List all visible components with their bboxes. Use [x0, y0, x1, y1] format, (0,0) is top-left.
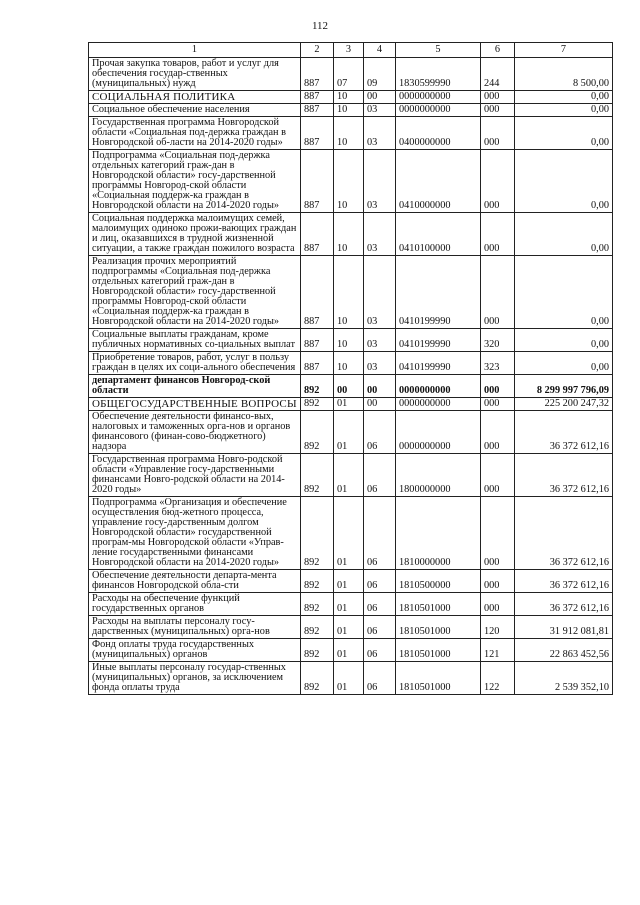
row-subsection-cell: 06 — [364, 570, 396, 593]
table-row — [89, 398, 613, 411]
column-header: 4 — [364, 43, 396, 58]
row-section-cell: 01 — [334, 454, 364, 497]
row-expense-type-cell: 000 — [481, 593, 515, 616]
row-section-cell: 01 — [334, 593, 364, 616]
row-expense-type-cell: 320 — [481, 329, 515, 352]
row-section-cell: 01 — [334, 398, 364, 411]
row-admin-code-cell: 892 — [301, 593, 334, 616]
row-amount-cell: 36 372 612,16 — [515, 570, 613, 593]
column-header: 3 — [334, 43, 364, 58]
row-amount-cell: 225 200 247,32 — [515, 398, 613, 411]
row-amount-cell: 8 299 997 796,09 — [515, 375, 613, 398]
row-expense-type-cell: 000 — [481, 213, 515, 256]
row-admin-code-cell: 887 — [301, 117, 334, 150]
row-name-cell: Реализация прочих мероприятий подпрограммы «Социальная под-держка отдельных категорий граж-дан в Новгородской области» госу-дарственной программы Новгород-ской области «Социальная поддерж-ка граждан в Новгородской области на 2014-2020 годы» — [89, 256, 301, 329]
row-section-cell: 01 — [334, 411, 364, 454]
row-admin-code-cell: 887 — [301, 352, 334, 375]
column-header: 6 — [481, 43, 515, 58]
row-subsection-cell: 03 — [364, 256, 396, 329]
row-admin-code-cell: 892 — [301, 662, 334, 695]
row-subsection-cell: 03 — [364, 104, 396, 117]
row-name-cell: Иные выплаты персоналу государ-ственных (муниципальных) органов, за исключением фонда оплаты труда — [89, 662, 301, 695]
table-row — [89, 91, 613, 104]
row-name-cell: Социальные выплаты гражданам, кроме публичных нормативных со-циальных выплат — [89, 329, 301, 352]
row-name-cell: СОЦИАЛЬНАЯ ПОЛИТИКА — [89, 91, 301, 104]
row-admin-code-cell: 887 — [301, 91, 334, 104]
row-amount-cell: 0,00 — [515, 213, 613, 256]
row-section-cell: 10 — [334, 329, 364, 352]
row-subsection-cell: 06 — [364, 639, 396, 662]
row-target-article-cell: 0000000000 — [396, 91, 481, 104]
table-row — [89, 593, 613, 616]
row-section-cell: 01 — [334, 662, 364, 695]
row-name-cell: Обеспечение деятельности финансо-вых, налоговых и таможенных орга-нов и органов финансового (финан-сово-бюджетного) надзора — [89, 411, 301, 454]
row-name-cell: Социальная поддержка малоимущих семей, малоимущих одиноко прожи-вающих граждан и лиц, оказавшихся в трудной жизненной ситуации, а также граждан пожилого возраста — [89, 213, 301, 256]
row-admin-code-cell: 887 — [301, 213, 334, 256]
row-target-article-cell: 0000000000 — [396, 375, 481, 398]
row-admin-code-cell: 892 — [301, 570, 334, 593]
row-section-cell: 01 — [334, 639, 364, 662]
row-name-cell: Государственная программа Новгородской области «Социальная под-держка граждан в Новгородской об-ласти на 2014-2020 годы» — [89, 117, 301, 150]
row-target-article-cell: 1810501000 — [396, 639, 481, 662]
row-subsection-cell: 03 — [364, 150, 396, 213]
table-row — [89, 256, 613, 329]
row-target-article-cell: 1810501000 — [396, 616, 481, 639]
row-name-cell: Социальное обеспечение населения — [89, 104, 301, 117]
row-amount-cell: 36 372 612,16 — [515, 411, 613, 454]
row-section-cell: 01 — [334, 570, 364, 593]
row-amount-cell: 36 372 612,16 — [515, 593, 613, 616]
table-header-row — [89, 43, 613, 58]
row-target-article-cell: 1810501000 — [396, 662, 481, 695]
row-name-cell: Государственная программа Новго-родской области «Управление госу-дарственными финансами Новго-родской области на 2014-2020 годы» — [89, 454, 301, 497]
row-target-article-cell: 0410199990 — [396, 256, 481, 329]
row-amount-cell: 0,00 — [515, 329, 613, 352]
row-subsection-cell: 03 — [364, 352, 396, 375]
row-expense-type-cell: 000 — [481, 375, 515, 398]
row-target-article-cell: 0410100000 — [396, 213, 481, 256]
row-subsection-cell: 00 — [364, 91, 396, 104]
row-admin-code-cell: 892 — [301, 639, 334, 662]
row-expense-type-cell: 122 — [481, 662, 515, 695]
row-target-article-cell: 0410199990 — [396, 352, 481, 375]
row-expense-type-cell: 000 — [481, 91, 515, 104]
row-subsection-cell: 06 — [364, 411, 396, 454]
row-admin-code-cell: 887 — [301, 104, 334, 117]
row-name-cell: Прочая закупка товаров, работ и услуг для обеспечения государ-ственных (муниципальных) нужд — [89, 58, 301, 91]
row-amount-cell: 22 863 452,56 — [515, 639, 613, 662]
row-admin-code-cell: 887 — [301, 329, 334, 352]
table-row — [89, 104, 613, 117]
table-row — [89, 213, 613, 256]
row-admin-code-cell: 892 — [301, 497, 334, 570]
row-amount-cell: 2 539 352,10 — [515, 662, 613, 695]
row-section-cell: 07 — [334, 58, 364, 91]
row-expense-type-cell: 000 — [481, 398, 515, 411]
table-row — [89, 58, 613, 91]
row-subsection-cell: 06 — [364, 593, 396, 616]
row-expense-type-cell: 000 — [481, 117, 515, 150]
row-name-cell: Подпрограмма «Социальная под-держка отдельных категорий граж-дан в Новгородской области» госу-дарственной программы Новгород-ской области «Социальная поддерж-ка граждан в Новгородской области на 2014-2020 годы» — [89, 150, 301, 213]
row-amount-cell: 0,00 — [515, 117, 613, 150]
row-section-cell: 10 — [334, 256, 364, 329]
row-subsection-cell: 06 — [364, 616, 396, 639]
row-subsection-cell: 06 — [364, 662, 396, 695]
row-expense-type-cell: 000 — [481, 104, 515, 117]
row-admin-code-cell: 887 — [301, 150, 334, 213]
row-target-article-cell: 1830599990 — [396, 58, 481, 91]
table-row — [89, 117, 613, 150]
column-header: 7 — [515, 43, 613, 58]
row-expense-type-cell: 000 — [481, 150, 515, 213]
row-name-cell: ОБЩЕГОСУДАРСТВЕННЫЕ ВОПРОСЫ — [89, 398, 301, 411]
row-amount-cell: 0,00 — [515, 150, 613, 213]
row-section-cell: 10 — [334, 104, 364, 117]
row-target-article-cell: 0000000000 — [396, 104, 481, 117]
row-amount-cell: 36 372 612,16 — [515, 497, 613, 570]
row-name-cell: Расходы на обеспечение функций государственных органов — [89, 593, 301, 616]
column-header: 5 — [396, 43, 481, 58]
row-admin-code-cell: 892 — [301, 398, 334, 411]
row-target-article-cell: 1800000000 — [396, 454, 481, 497]
row-subsection-cell: 00 — [364, 375, 396, 398]
row-amount-cell: 0,00 — [515, 256, 613, 329]
row-target-article-cell: 0000000000 — [396, 411, 481, 454]
row-expense-type-cell: 120 — [481, 616, 515, 639]
row-admin-code-cell: 892 — [301, 454, 334, 497]
column-header: 2 — [301, 43, 334, 58]
row-name-cell: Расходы на выплаты персоналу госу-дарственных (муниципальных) орга-нов — [89, 616, 301, 639]
row-admin-code-cell: 892 — [301, 375, 334, 398]
table-row — [89, 329, 613, 352]
row-section-cell: 10 — [334, 91, 364, 104]
table-row — [89, 497, 613, 570]
row-name-cell: Подпрограмма «Организация и обеспечение осуществления бюд-жетного процесса, управление госу-дарственным долгом Новгородской области» государственной програм-мы Новгородской области «Управ-ление государственными финансами Новгородской области на 2014-2020 годы» — [89, 497, 301, 570]
row-section-cell: 00 — [334, 375, 364, 398]
row-admin-code-cell: 892 — [301, 411, 334, 454]
row-section-cell: 10 — [334, 117, 364, 150]
row-expense-type-cell: 000 — [481, 454, 515, 497]
row-name-cell: Фонд оплаты труда государственных (муниципальных) органов — [89, 639, 301, 662]
row-name-cell: Обеспечение деятельности департа-мента финансов Новгородской обла-сти — [89, 570, 301, 593]
row-amount-cell: 0,00 — [515, 352, 613, 375]
row-section-cell: 10 — [334, 352, 364, 375]
row-expense-type-cell: 000 — [481, 256, 515, 329]
table-row — [89, 411, 613, 454]
row-section-cell: 10 — [334, 150, 364, 213]
row-admin-code-cell: 892 — [301, 616, 334, 639]
row-amount-cell: 36 372 612,16 — [515, 454, 613, 497]
row-subsection-cell: 09 — [364, 58, 396, 91]
row-subsection-cell: 03 — [364, 329, 396, 352]
row-expense-type-cell: 000 — [481, 497, 515, 570]
row-target-article-cell: 1810501000 — [396, 593, 481, 616]
row-target-article-cell: 0410000000 — [396, 150, 481, 213]
budget-table — [88, 42, 613, 695]
row-subsection-cell: 03 — [364, 117, 396, 150]
row-target-article-cell: 0000000000 — [396, 398, 481, 411]
row-section-cell: 01 — [334, 497, 364, 570]
table-row — [89, 662, 613, 695]
row-subsection-cell: 06 — [364, 454, 396, 497]
table-row — [89, 639, 613, 662]
row-name-cell: департамент финансов Новгород-ской области — [89, 375, 301, 398]
table-row — [89, 352, 613, 375]
row-target-article-cell: 1810000000 — [396, 497, 481, 570]
row-amount-cell: 0,00 — [515, 91, 613, 104]
row-subsection-cell: 00 — [364, 398, 396, 411]
row-target-article-cell: 1810500000 — [396, 570, 481, 593]
row-admin-code-cell: 887 — [301, 58, 334, 91]
page-number: 112 — [311, 20, 329, 32]
row-subsection-cell: 06 — [364, 497, 396, 570]
table-row — [89, 375, 613, 398]
row-amount-cell: 31 912 081,81 — [515, 616, 613, 639]
row-target-article-cell: 0400000000 — [396, 117, 481, 150]
table-row — [89, 454, 613, 497]
row-admin-code-cell: 887 — [301, 256, 334, 329]
row-expense-type-cell: 000 — [481, 570, 515, 593]
row-expense-type-cell: 121 — [481, 639, 515, 662]
row-amount-cell: 8 500,00 — [515, 58, 613, 91]
row-expense-type-cell: 000 — [481, 411, 515, 454]
row-subsection-cell: 03 — [364, 213, 396, 256]
row-expense-type-cell: 244 — [481, 58, 515, 91]
column-header: 1 — [89, 43, 301, 58]
row-amount-cell: 0,00 — [515, 104, 613, 117]
row-section-cell: 01 — [334, 616, 364, 639]
row-name-cell: Приобретение товаров, работ, услуг в пользу граждан в целях их соци-ального обеспечения — [89, 352, 301, 375]
row-expense-type-cell: 323 — [481, 352, 515, 375]
table-row — [89, 616, 613, 639]
table-row — [89, 570, 613, 593]
table-row — [89, 150, 613, 213]
row-target-article-cell: 0410199990 — [396, 329, 481, 352]
row-section-cell: 10 — [334, 213, 364, 256]
